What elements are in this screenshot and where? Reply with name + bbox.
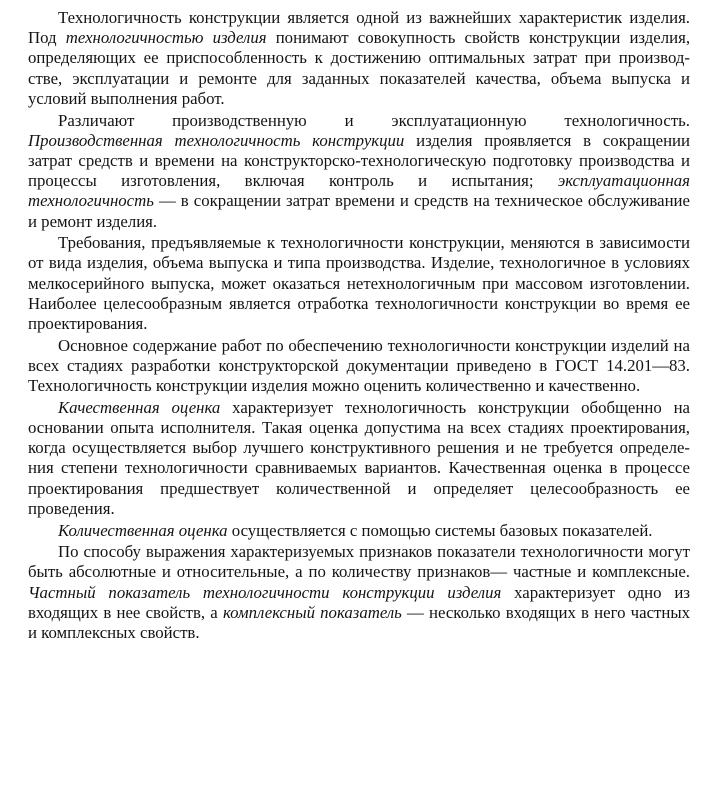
text-run: осуществляется с помощью системы базовых показателей.: [227, 520, 653, 540]
paragraph-gost: [28, 336, 690, 397]
italic-term: технологичностью изделия: [65, 28, 267, 48]
italic-term: Производственная технологичность конструкции: [28, 130, 405, 150]
italic-term: Количественная оценка: [58, 520, 228, 540]
text-run: Основное содержание работ по обеспечению технологичности конструкции изделий на всех стадиях разработки конструкторской документации приведено в ГОСТ 14.201—83. Технологичность конструкции изделия можно оценить количественно и качественно.: [28, 335, 690, 396]
paragraph-qualitative: [28, 398, 690, 519]
text-page: [28, 8, 690, 645]
paragraph-types: [28, 111, 690, 232]
italic-term: комплексный показатель: [222, 602, 402, 622]
text-run: — в сокращении затрат времени и средств на техническое обслуживание и ремонт изделия.: [28, 191, 690, 231]
text-run: Технологичность конструкции является одной из важнейших характеристик изделия. Под: [28, 8, 690, 48]
text-run: характеризует технологичность конструкции обобщенно на основании опыта исполнителя. Такая оценка допустима на всех стадиях проектирования, когда осуществляется выбор лучшего конструктивного решения и не требуется определения степени технологичности сравниваемых вариантов. Качественная оценка в процессе проектирования предшествует количественной и определяет целесообразность ее проведения.: [28, 397, 690, 518]
italic-term: эксплуатационная технологичность: [28, 171, 690, 211]
text-run: По способу выражения характеризуемых признаков показатели технологичности могут быть абсолютные и относительные, а по количеству признаков— частные и комплексные.: [28, 542, 690, 582]
text-run: Различают производственную и эксплуатационную технологичность.: [58, 110, 690, 130]
paragraph-quantitative: [28, 521, 690, 541]
paragraph-requirements: [28, 233, 690, 334]
italic-term: Качественная оценка: [58, 397, 221, 417]
text-run: изделия проявляется в сокращении затрат средств и времени на конструкторско-технологическую подготовку производства и процессы изготовления, включая контроль и испытания;: [28, 130, 691, 191]
text-run: характеризует одно из входящих в нее свойств, а: [28, 582, 690, 622]
text-run: Требования, предъявляемые к технологичности конструкции, меняются в зависимости от вида изделия, объема выпуска и типа производства. Изделие, технологичное в условиях мелкосерийного выпуска, может оказаться нетехнологичным при массовом изготовлении. Наиболее целесообразным является отработка технологичности конструкции во время ее проектирования.: [28, 233, 690, 334]
paragraph-definition: [28, 8, 690, 109]
paragraph-indicators: [28, 542, 690, 643]
text-run: — несколько входящих в него частных и комплексных свойств.: [28, 602, 690, 643]
text-run: понимают совокупность свойств конструкции изделия, определяющих ее приспособленность к достижению оптимальных затрат при производстве, эксплуатации и ремонте для заданных показателей качества, объема выпуска и условий выполнения работ.: [28, 28, 691, 108]
italic-term: Частный показатель технологичности конструкции изделия: [28, 582, 502, 602]
